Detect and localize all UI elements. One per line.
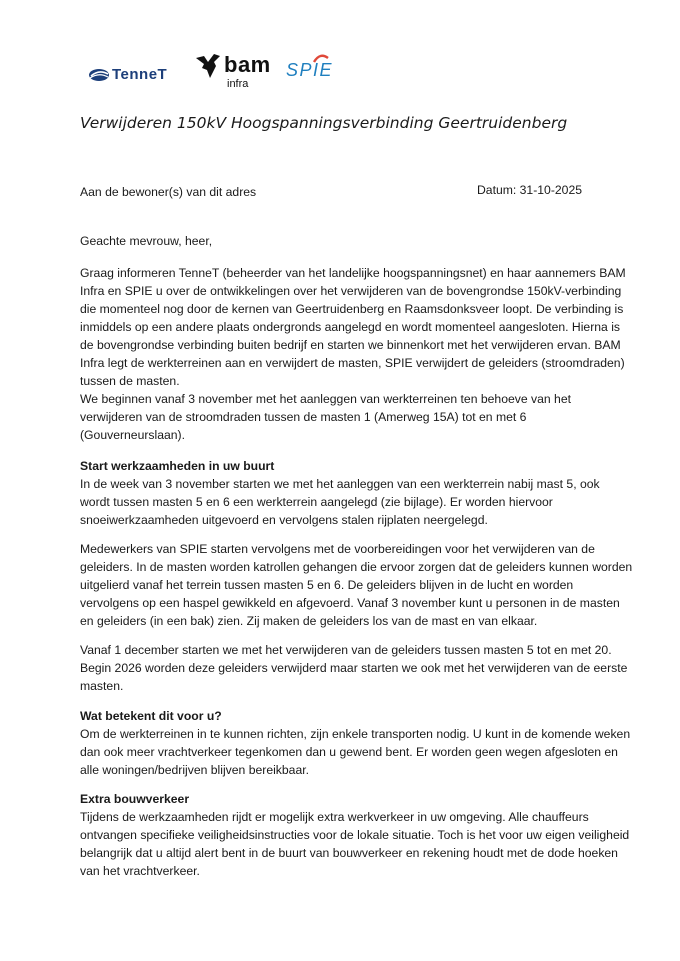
body-line: uitgelierd vanaf het terrein tussen masten 5 en 6. De geleiders blijven in de lucht en worden: [80, 578, 574, 592]
salutation: Geachte mevrouw, heer,: [80, 234, 213, 248]
section-heading: Extra bouwverkeer: [80, 792, 190, 806]
body-line: wordt tussen masten 5 en 6 een werkterrein aangelegd (zie bijlage). Er worden hiervoor: [80, 495, 553, 509]
body-line: (Gouverneurslaan).: [80, 428, 185, 442]
body-line: ontvangen specifieke veiligheidsinstructies voor de lokale situatie. Toch is het voor uw eigen veiligheid: [80, 828, 630, 842]
spie-swirl-icon: [312, 54, 330, 64]
section-heading: Wat betekent dit voor u?: [80, 709, 222, 723]
body-line: Infra en SPIE u over de ontwikkelingen over het verwijderen van de bovengrondse 150kV-verbinding: [80, 284, 622, 298]
body-line: masten.: [80, 679, 124, 693]
body-line: alle woningen/bedrijven blijven bereikbaar.: [80, 763, 310, 777]
body-line: Infra legt de werkterreinen aan en verwijdert de masten, SPIE verwijdert de geleiders (stroomdraden): [80, 356, 625, 370]
body-line: vervolgens op een haspel gewikkeld en afgevoerd. Vanaf 3 november kunt u personen in de masten: [80, 596, 620, 610]
bam-wordmark: bam: [224, 52, 271, 77]
body-line: inmiddels op een andere plaats ondergronds aangelegd en wordt momenteel aangesloten. Hierna is: [80, 320, 620, 334]
body-line: belangrijk dat u altijd alert bent in de buurt van bouwverkeer en rekening houdt met de dode hoeken: [80, 846, 618, 860]
section-heading: Start werkzaamheden in uw buurt: [80, 459, 275, 473]
tennet-wordmark: TenneT: [112, 66, 168, 83]
addressee: Aan de bewoner(s) van dit adres: [80, 185, 257, 199]
body-line: geleiders. In de masten worden katrollen gehangen die ervoor zorgen dat de geleiders kunnen worden: [80, 560, 633, 574]
spie-wordmark: SPIE: [286, 60, 334, 80]
bam-subtitle: infra: [227, 78, 249, 90]
body-line: Vanaf 1 december starten we met het verwijderen van de geleiders tussen masten 5 tot en met 20.: [80, 643, 612, 657]
logo-bar: [88, 52, 388, 92]
body-line: verwijderen van de stroomdraden tussen de masten 1 (Amerweg 15A) tot en met 6: [80, 410, 527, 424]
body-line: die momenteel nog door de kernen van Geertruidenberg en Raamsdonksveer loopt. De verbinding is: [80, 302, 624, 316]
body-line: Begin 2026 worden deze geleiders verwijderd maar starten we ook met het verwijderen van de eerste: [80, 661, 628, 675]
body-line: In de week van 3 november starten we met het aanleggen van een werkterrein nabij mast 5, ook: [80, 477, 600, 491]
body-line: Graag informeren TenneT (beheerder van het landelijke hoogspanningsnet) en haar aannemers BAM: [80, 266, 626, 280]
body-line: en geleiders (in een bak) zien. Zij maken de geleiders los van de mast en van elkaar.: [80, 614, 538, 628]
letter-title: Verwijderen 150kV Hoogspanningsverbinding Geertruidenberg: [80, 114, 568, 132]
tennet-swoosh-icon: [88, 68, 110, 82]
body-line: Tijdens de werkzaamheden rijdt er mogelijk extra werkverkeer in uw omgeving. Alle chauffeurs: [80, 810, 589, 824]
bam-bird-icon: [194, 52, 224, 80]
body-line: Medewerkers van SPIE starten vervolgens met de voorbereidingen voor het verwijderen van de: [80, 542, 595, 556]
body-line: Om de werkterreinen in te kunnen richten, zijn enkele transporten nodig. U kunt in de komende weken: [80, 727, 631, 741]
body-line: tussen de masten.: [80, 374, 180, 388]
body-line: We beginnen vanaf 3 november met het aanleggen van werkterreinen ten behoeve van het: [80, 392, 571, 406]
letter-date: Datum: 31-10-2025: [476, 183, 582, 197]
spie-logo: [286, 60, 333, 81]
body-line: dan ook meer vrachtverkeer tegenkomen dan u gewend bent. Er worden geen wegen afgesloten en: [80, 745, 618, 759]
body-line: snoeiwerkzaamheden uitgevoerd en vervolgens stalen rijplaten neergelegd.: [80, 513, 488, 527]
tennet-logo: [88, 66, 167, 83]
body-line: de bovengrondse verbinding buiten bedrijf en starten we binnenkort met het verwijderen ervan. BAM: [80, 338, 621, 352]
body-line: van het vrachtverkeer.: [80, 864, 200, 878]
